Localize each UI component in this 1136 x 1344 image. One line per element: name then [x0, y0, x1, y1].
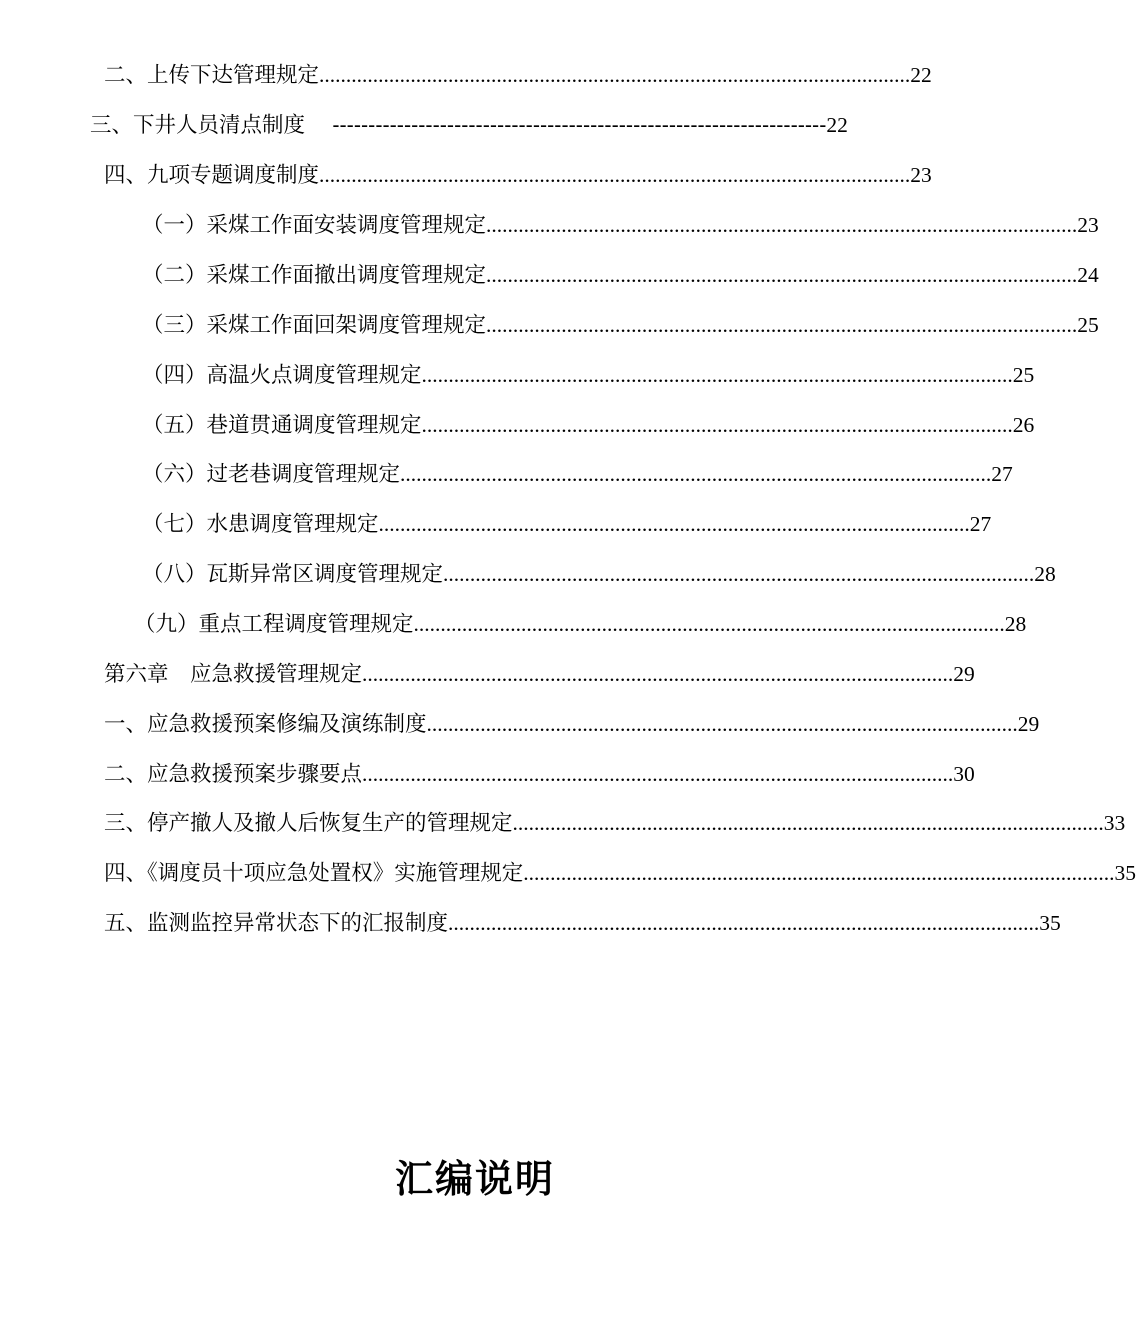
toc-entry[interactable]: [104, 858, 1136, 889]
toc-entry-page: 23: [1077, 213, 1099, 237]
toc-entry-page: 30: [953, 762, 975, 786]
toc-entry-title: 一、应急救援预案修编及演练制度: [104, 712, 427, 737]
toc-entry-title: 五、监测监控异常状态下的汇报制度: [104, 911, 449, 936]
toc-entry-leader: ..............................................................................................................: [486, 313, 1078, 337]
toc-entry-leader: ..............................................................................................................: [448, 911, 1040, 935]
toc-entry[interactable]: [104, 759, 975, 790]
toc-entry-page: 35: [1114, 861, 1136, 885]
toc-entry-page: 24: [1077, 263, 1099, 287]
toc-entry[interactable]: [104, 709, 1040, 740]
toc-entry-title: 二、上传下达管理规定: [104, 63, 320, 88]
toc-entry[interactable]: [104, 60, 932, 91]
toc-entry-page: 25: [1077, 313, 1099, 337]
section-heading: 汇编说明: [394, 1157, 555, 1201]
toc-entry-page: 27: [991, 462, 1013, 486]
toc-entry-leader: ..............................................................................................................: [362, 662, 954, 686]
toc-entry-page: 35: [1039, 911, 1061, 935]
toc-entry[interactable]: [104, 160, 932, 191]
toc-entry-leader: ..............................................................................................................: [512, 811, 1104, 835]
toc-entry-page: 27: [969, 512, 992, 536]
toc-entry-title: （六）过老巷调度管理规定: [142, 462, 401, 487]
toc-entry[interactable]: [104, 808, 1126, 839]
toc-entry-page: 29: [953, 662, 975, 686]
toc-entry-title: 第六章 应急救援管理规定: [104, 662, 363, 687]
toc-entry[interactable]: [104, 908, 1061, 939]
toc-entry-title: （一）采煤工作面安装调度管理规定: [142, 213, 487, 238]
toc-entry-title: （五）巷道贯通调度管理规定: [142, 413, 422, 438]
toc-entry-page: 22: [826, 113, 848, 137]
toc-entry-leader: ..............................................................................................................: [421, 363, 1013, 387]
toc-entry-leader: ..............................................................................................................: [486, 213, 1078, 237]
toc-entry[interactable]: [142, 509, 992, 540]
toc-entry-leader: ..............................................................................................................: [443, 562, 1035, 586]
toc-entry[interactable]: [142, 310, 1099, 341]
toc-entry-page: 26: [1012, 413, 1035, 437]
toc-entry-title: （八）瓦斯异常区调度管理规定: [142, 562, 444, 587]
toc-entry-title: （三）采煤工作面回架调度管理规定: [142, 313, 487, 338]
toc-entry-page: 22: [910, 63, 932, 87]
toc-entry-leader: ..............................................................................................................: [426, 712, 1018, 736]
toc-entry[interactable]: [134, 609, 1027, 640]
toc-entry-leader: ..............................................................................................................: [319, 163, 911, 187]
toc-entry-title: 四、九项专题调度制度: [104, 163, 320, 188]
toc-entry-title: （九）重点工程调度管理规定: [134, 612, 414, 637]
toc-entry[interactable]: [90, 110, 848, 141]
toc-entry[interactable]: [142, 210, 1099, 241]
toc-entry[interactable]: [142, 260, 1099, 291]
toc-entry-page: 28: [1034, 562, 1056, 586]
toc-entry-page: 33: [1103, 811, 1126, 835]
toc-entry-leader: ..............................................................................................................: [400, 462, 992, 486]
toc-entry[interactable]: [104, 659, 975, 690]
toc-entry[interactable]: [142, 410, 1035, 441]
toc-entry-title: 三、停产撤人及撤人后恢复生产的管理规定: [104, 811, 513, 836]
toc-entry-title: 四、《调度员十项应急处置权》实施管理规定: [104, 861, 524, 886]
toc-entry[interactable]: [142, 360, 1035, 391]
toc-entry-leader: ..............................................................................................................: [523, 861, 1115, 885]
toc-entry-title: （四）高温火点调度管理规定: [142, 363, 422, 388]
toc-entry-leader: ..............................................................................................................: [362, 762, 954, 786]
toc-entry-page: 29: [1017, 712, 1040, 736]
toc-entry-title: （二）采煤工作面撤出调度管理规定: [142, 263, 487, 288]
toc-entry-leader: ..............................................................................................................: [378, 512, 970, 536]
toc-entry-leader: ---------------------------------------------------------------------: [332, 113, 827, 137]
toc-entry-leader: ..............................................................................................................: [421, 413, 1013, 437]
toc-entry-title: 三、下井人员清点制度: [90, 113, 306, 138]
toc-entry-leader: ..............................................................................................................: [413, 612, 1005, 636]
toc-entry-page: 28: [1004, 612, 1027, 636]
toc-entry[interactable]: [142, 559, 1056, 590]
toc-entry-title: （七）水患调度管理规定: [142, 512, 379, 537]
toc-entry[interactable]: [142, 459, 1013, 490]
toc-entry-title: 二、应急救援预案步骤要点: [104, 762, 363, 787]
toc-entry-leader: ..............................................................................................................: [319, 63, 911, 87]
toc-entry-page: 23: [910, 163, 932, 187]
toc-entry-spacer: [305, 111, 332, 141]
toc-entry-page: 25: [1012, 363, 1035, 387]
toc-entry-leader: ..............................................................................................................: [486, 263, 1078, 287]
